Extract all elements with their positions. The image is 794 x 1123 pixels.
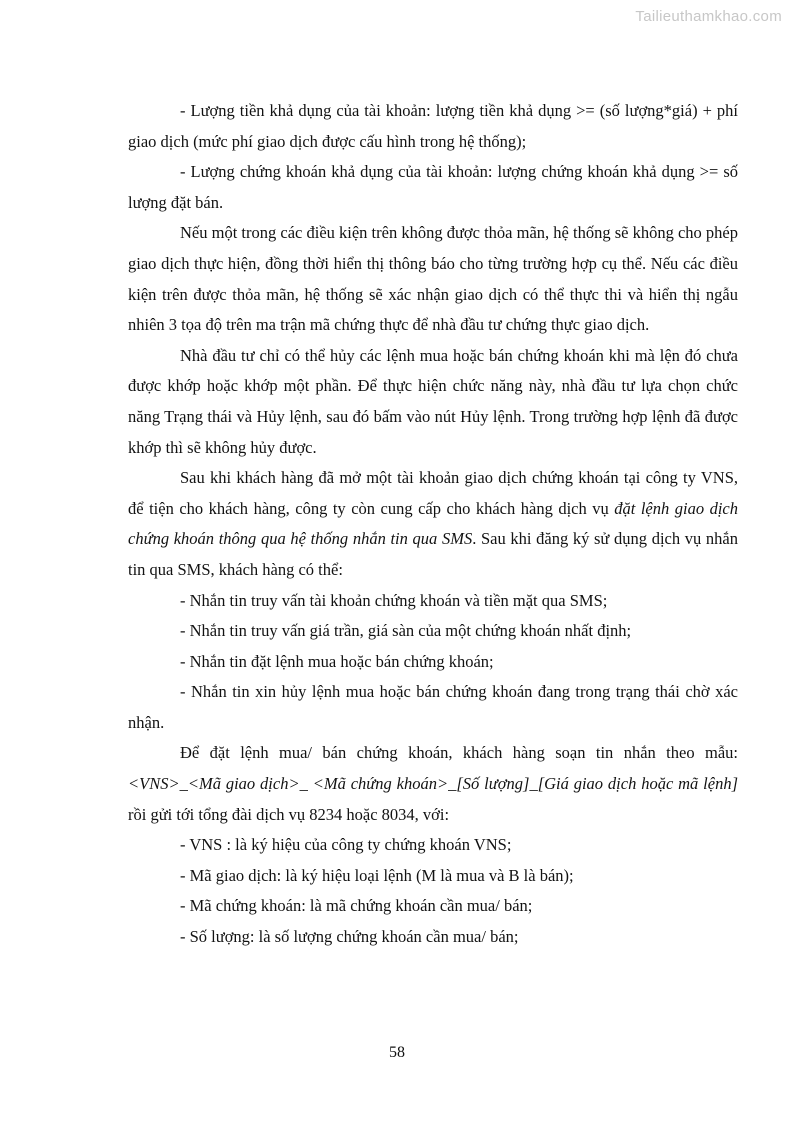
paragraph-text: rồi gửi tới tổng đài dịch vụ 8234 hoặc 8034, với: <box>128 804 450 824</box>
paragraph <box>128 738 738 830</box>
bullet-item <box>128 922 738 953</box>
paragraph-italic-text: <VNS>_<Mã giao dịch>_ <Mã chứng khoán>_[Số lượng]_[Giá giao dịch hoặc mã lệnh] <box>128 774 738 794</box>
bullet-item <box>128 96 738 157</box>
bullet-item <box>128 157 738 218</box>
bullet-item <box>128 616 738 647</box>
paragraph-text: . Sau khi đăng ký sử dụng dịch vụ nhắn tin qua SMS, khách hàng có thể: <box>128 529 738 579</box>
paragraph-text: - Nhắn tin truy vấn tài khoản chứng khoán và tiền mặt qua SMS; <box>180 590 608 610</box>
bullet-item <box>128 677 738 738</box>
bullet-item <box>128 586 738 617</box>
paragraph-text: - Mã chứng khoán: là mã chứng khoán cần mua/ bán; <box>180 896 533 916</box>
paragraph <box>128 463 738 585</box>
paragraph-text: - Lượng chứng khoán khả dụng của tài khoản: lượng chứng khoán khả dụng >= số lượng đặt bán. <box>128 162 738 212</box>
paragraph-text: Nếu một trong các điều kiện trên không được thỏa mãn, hệ thống sẽ không cho phép giao dịch thực hiện, đồng thời hiển thị thông báo cho từng trường hợp cụ thể. Nếu các điều kiện trên được thỏa mãn, hệ thống sẽ xác nhận giao dịch có thể thực thi và hiển thị ngẫu nhiên 3 tọa độ trên ma trận mã chứng thực để nhà đầu tư chứng thực giao dịch. <box>128 223 738 335</box>
bullet-item <box>128 830 738 861</box>
paragraph-text: Để đặt lệnh mua/ bán chứng khoán, khách hàng soạn tin nhắn theo mẫu: <box>180 743 738 763</box>
bullet-item <box>128 861 738 892</box>
paragraph-text: - Nhắn tin đặt lệnh mua hoặc bán chứng khoán; <box>180 651 494 671</box>
paragraph-text: - Nhắn tin xin hủy lệnh mua hoặc bán chứng khoán đang trong trạng thái chờ xác nhận. <box>128 682 738 732</box>
document-content <box>128 96 738 953</box>
watermark: Tailieuthamkhao.com <box>635 8 782 25</box>
paragraph-text: Sau khi khách hàng đã mở một tài khoản giao dịch chứng khoán tại công ty VNS, để tiện cho khách hàng, công ty còn cung cấp cho khách hàng dịch vụ <box>128 468 738 518</box>
paragraph <box>128 218 738 340</box>
paragraph-text: - Mã giao dịch: là ký hiệu loại lệnh (M là mua và B là bán); <box>180 865 574 885</box>
paragraph <box>128 341 738 463</box>
paragraph-text: - Nhắn tin truy vấn giá trần, giá sàn của một chứng khoán nhất định; <box>180 621 632 641</box>
bullet-item <box>128 891 738 922</box>
bullet-item <box>128 647 738 678</box>
page-number: 58 <box>389 1044 405 1061</box>
paragraph-text: - Số lượng: là số lượng chứng khoán cần mua/ bán; <box>180 927 519 947</box>
paragraph-text: - VNS : là ký hiệu của công ty chứng khoán VNS; <box>180 835 512 855</box>
paragraph-italic-text: đặt lệnh giao dịch chứng khoán thông qua hệ thống nhắn tin qua SMS <box>128 498 739 549</box>
paragraph-text: Nhà đầu tư chỉ có thể hủy các lệnh mua hoặc bán chứng khoán khi mà lện đó chưa được khớp hoặc khớp một phần. Để thực hiện chức năng này, nhà đầu tư lựa chọn chức năng Trạng thái và Hủy lệnh, sau đó bấm vào nút Hủy lệnh. Trong trường hợp lệnh đã được khớp thì sẽ không hủy được. <box>128 345 738 457</box>
paragraph-text: - Lượng tiền khả dụng của tài khoản: lượng tiền khả dụng >= (số lượng*giá) + phí giao dịch (mức phí giao dịch được cấu hình trong hệ thống); <box>128 101 738 151</box>
